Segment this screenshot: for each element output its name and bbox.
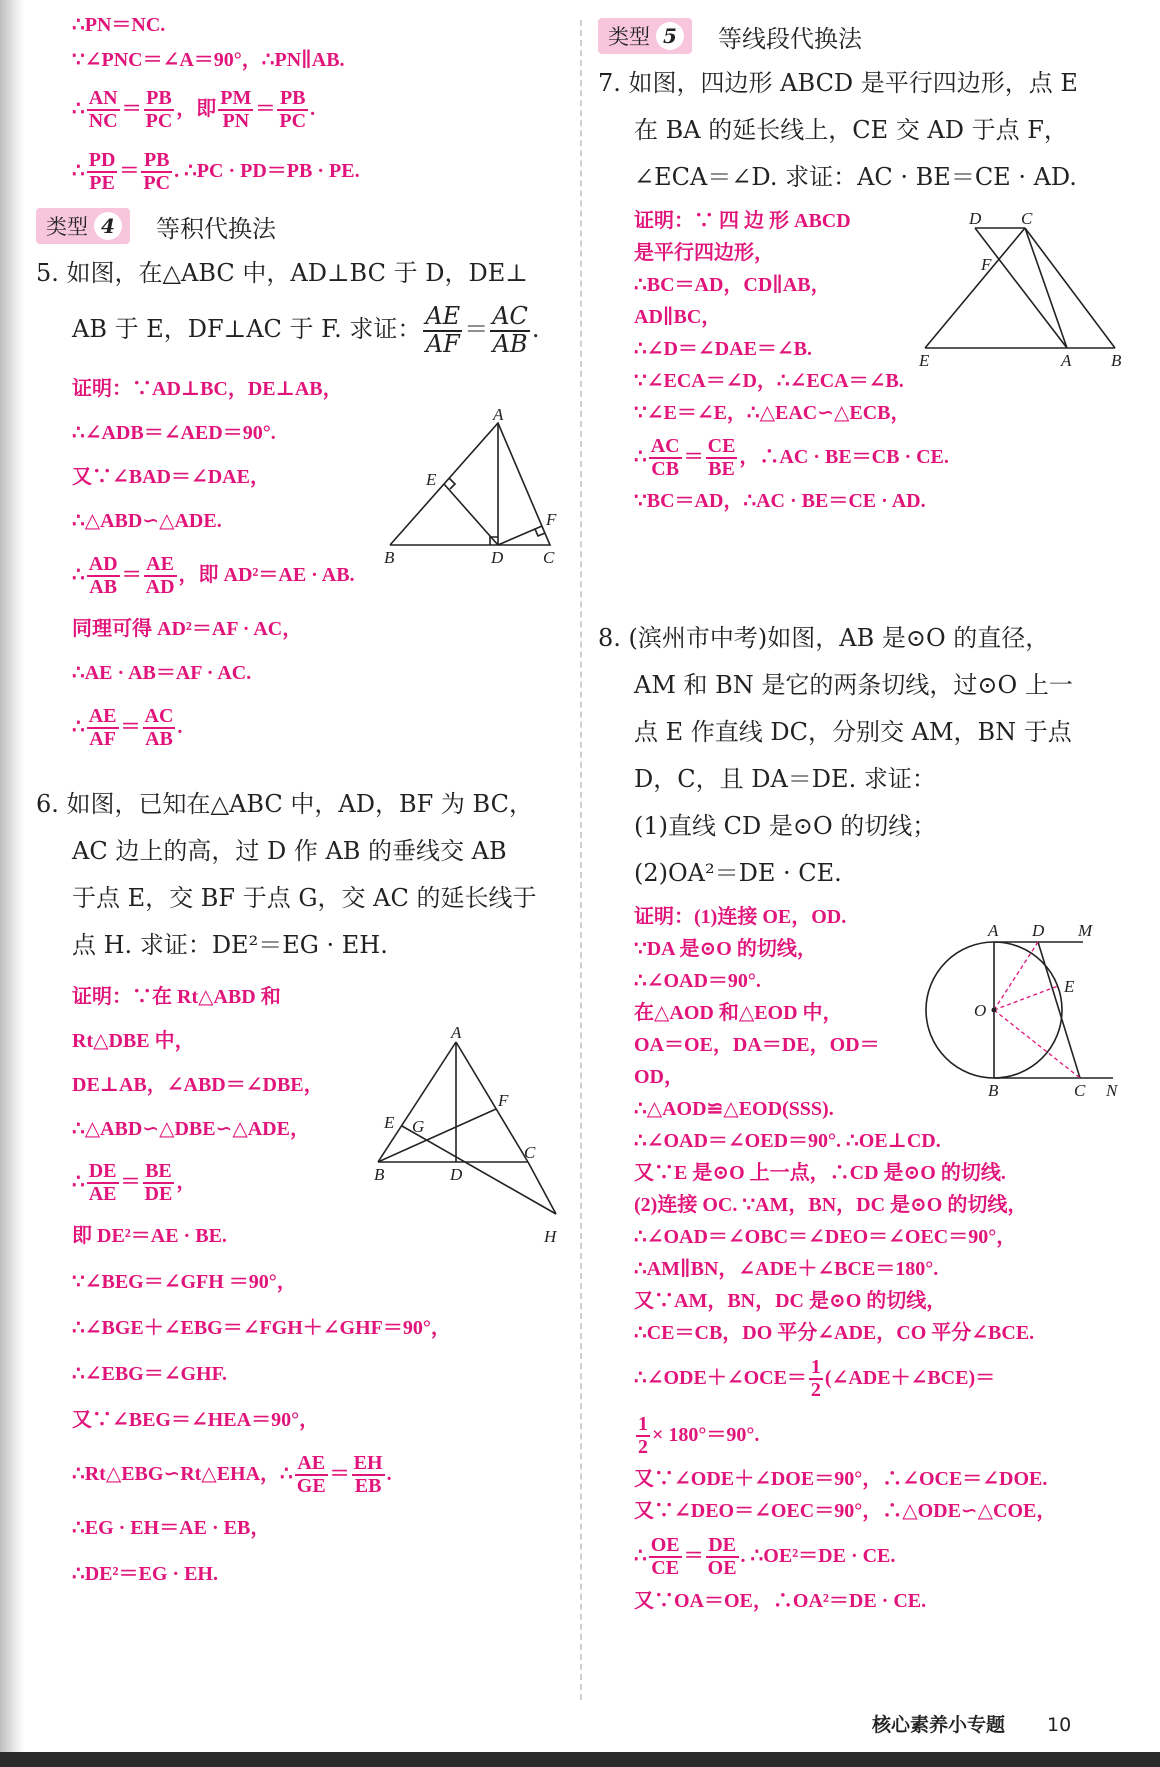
solution-line: 又∵OA＝OE，∴OA²＝DE · CE. [634,1590,927,1612]
label-d: D [450,1165,463,1184]
problem-line: AM 和 BN 是它的两条切线，过⊙O 上一 [634,671,1073,699]
solution-line: 是平行四边形， [634,242,774,264]
problem-line: 6. 如图，已知在△ABC 中，AD，BF 为 BC， [36,790,533,818]
solution-line: ∵∠PNC＝∠A＝90°，∴PN∥AB. [72,49,345,71]
problem-line: 8. (滨州市中考)如图，AB 是⊙O 的直径， [598,624,1050,652]
page-edge-shadow [0,0,24,1767]
label-b: B [384,548,395,565]
prev-solution-tail [36,8,566,202]
solution-line: 证明：∵AD⊥BC，DE⊥AB， [72,378,343,400]
right-angle-e [449,478,455,489]
solution-line: ∴BC＝AD，CD∥AB， [634,274,831,296]
problem-line: (2)OA²＝DE · CE. [634,859,842,887]
solution-line: ∴△ABD∽△DBE∽△ADE， [72,1118,310,1140]
dashed-od [994,942,1038,1010]
problem-line: 5. 如图，在△ABC 中，AD⊥BC 于 D，DE⊥ [36,259,528,287]
solution-line: ∴∠OAD＝90°. [634,970,761,992]
solution-line: DE⊥AB，∠ABD＝∠DBE， [72,1074,324,1096]
type-badge: 类型 5 [598,18,692,54]
solution-fraction-line: ∴ $\frac{DE}{AE}$ ＝ $\frac{BE}{DE}$ ， [72,1160,197,1206]
type-5-header [598,18,1138,54]
label-b: B [1111,351,1122,368]
solution-line: ∴AM∥BN，∠ADE＋∠BCE＝180°. [634,1258,939,1280]
label-n: N [1106,1081,1118,1100]
problem-line: D，C，且 DA＝DE. 求证： [634,765,936,793]
problem-line: AB 于 E，DF⊥AC 于 F. 求证： $\frac{AE}{AF}$ ＝ $\frac{AC}{AB}$ . [72,302,540,358]
label-e: E [919,351,930,368]
label-a: A [1061,351,1072,368]
left-column [36,8,566,1597]
solution-fraction-line: ∴ $\frac{AN}{NC}$ ＝ $\frac{PB}{PC}$ ，即 $\frac{PM}{PN}$ ＝ $\frac{PB}{PC}$ . [72,87,316,133]
label-d: D [1032,921,1045,940]
problem-5 [36,250,566,361]
label-m: M [1078,921,1093,940]
label-c: C [524,1143,536,1162]
solution-fraction-line: ∴ $\frac{PD}{PE}$ ＝ $\frac{PB}{PC}$ . ∴PC · PD＝PB · PE. [72,149,360,195]
problem-line: 7. 如图，四边形 ABCD 是平行四边形，点 E [598,69,1078,97]
label-c: C [1074,1081,1086,1100]
label-a: A [451,1023,462,1042]
triangle-abc [390,423,550,545]
solution-line: ∴PN＝NC. [72,14,166,36]
solution-line: ∴∠OAD＝∠OED＝90°. ∴OE⊥CD. [634,1130,941,1152]
problem-line: 点 H. 求证：DE²＝EG · EH. [72,931,388,959]
solution-line: ∴CE＝CB，DO 平分∠ADE，CO 平分∠BCE. [634,1322,1035,1344]
type-4-header [36,208,566,244]
solution-fraction-line: ∴ $\frac{AE}{AF}$ ＝ $\frac{AC}{AB}$ . [72,705,183,751]
type-badge: 类型 4 [36,208,130,244]
figure-7 [915,208,1130,368]
solution-fraction-line: $\frac{1}{2}$ × 180°＝90°. [638,1413,760,1459]
problem-line: 点 E 作直线 DC，分别交 AM，BN 于点 [634,718,1072,746]
label-d: D [491,548,504,565]
solution-line: 又∵∠BEG＝∠HEA＝90°， [72,1409,320,1431]
label-e: E [384,1113,395,1132]
solution-line: 又∵AM，BN，DC 是⊙O 的切线， [634,1290,947,1312]
solution-line: ∵∠E＝∠E，∴△EAC∽△ECB， [634,402,911,424]
solution-fraction-line: ∴ $\frac{AC}{CB}$ ＝ $\frac{CE}{BE}$ ，∴AC · BE＝CB · CE. [634,435,949,481]
label-g: G [412,1117,425,1136]
label-h: H [544,1227,557,1246]
solution-line: ∴EG · EH＝AE · EB， [72,1517,271,1539]
problem-8 [598,615,1138,897]
type-title: 等线段代换法 [718,24,862,53]
label-c: C [543,548,555,565]
label-c: C [1021,209,1033,228]
segment-cb [1025,228,1115,348]
problem-line: AC 边上的高，过 D 作 AB 的垂线交 AB [72,837,507,865]
page-number: 10 [1047,1714,1072,1736]
figure-6 [372,1020,572,1250]
solution-line: ∴∠D＝∠DAE＝∠B. [634,338,813,360]
solution-line: 证明：∵ 四 边 形 ABCD [634,210,851,232]
solution-line: Rt△DBE 中， [72,1030,195,1052]
solution-line: ∴∠ADB＝∠AED＝90°. [72,422,276,444]
solution-line: OA＝OE，DA＝DE，OD＝ [634,1034,880,1056]
solution-line: 又∵∠ODE＋∠DOE＝90°，∴∠OCE＝∠DOE. [634,1468,1048,1490]
solution-line: 同理可得 AD²＝AF · AC， [72,618,303,640]
label-b: B [374,1165,385,1184]
figure-5 [380,405,560,565]
column-divider [580,20,582,1700]
solution-line: ∵BC＝AD，∴AC · BE＝CE · AD. [634,490,926,512]
solution-line: ∵∠BEG＝∠GFH ＝90°， [72,1271,297,1293]
problem-line: 在 BA 的延长线上，CE 交 AD 于点 F， [634,116,1068,144]
solution-line: 在△AOD 和△EOD 中， [634,1002,843,1024]
label-e: E [1064,977,1075,996]
solution-fraction-line: ∴ $\frac{AD}{AB}$ ＝ $\frac{AE}{AD}$ ，即 AD²＝AE · AB. [72,553,355,599]
label-o: O [974,1001,987,1020]
segment-da [975,228,1067,348]
label-a: A [493,405,504,424]
problem-6 [36,781,566,969]
label-e: E [426,470,437,489]
label-b: B [988,1081,999,1100]
solution-line: ∵∠ECA＝∠D，∴∠ECA＝∠B. [634,370,904,392]
solution-line: ∴∠BGE＋∠EBG＝∠FGH＋∠GHF＝90°， [72,1317,451,1339]
problem-7 [598,60,1138,201]
type-title: 等积代换法 [156,214,276,243]
dashed-oe [994,986,1058,1010]
problem-line: ∠ECA＝∠D. 求证：AC · BE＝CE · AD. [634,163,1077,191]
problem-line: (1)直线 CD 是⊙O 的切线； [634,812,937,840]
footer-title: 核心素养小专题 [872,1714,1006,1736]
segment-ac [456,1042,528,1162]
solution-line: ∴∠EBG＝∠GHF. [72,1363,227,1385]
label-f: F [498,1091,509,1110]
solution-line: OD， [634,1066,684,1088]
problem-line: 于点 E，交 BF 于点 G，交 AC 的延长线于 [72,884,537,912]
solution-fraction-line: ∴Rt△EBG∽Rt△EHA，∴ $\frac{AE}{GE}$ ＝ $\frac{EH}{EB}$ . [72,1452,392,1498]
tangent-dc [1038,942,1080,1078]
solution-line: ∴∠OAD＝∠OBC＝∠DEO＝∠OEC＝90°， [634,1226,1017,1248]
label-a: A [988,921,999,940]
segment-ca [1025,228,1067,348]
segment-de [444,484,498,545]
center-point-o [992,1008,997,1013]
solution-line: 又∵E 是⊙O 上一点，∴CD 是⊙O 的切线. [634,1162,1006,1184]
solution-line: (2)连接 OC. ∵AM，BN，DC 是⊙O 的切线， [634,1194,1028,1216]
dashed-oc [994,1010,1080,1078]
solution-line: 证明：(1)连接 OE，OD. [634,906,847,928]
solution-line: ∴AE · AB＝AF · AC. [72,662,252,684]
solution-line: 又∵∠DEO＝∠OEC＝90°，∴△ODE∽△COE， [634,1500,1057,1522]
solution-line: 证明：∵在 Rt△ABD 和 [72,986,281,1008]
solution-line: AD∥BC， [634,306,722,328]
solution-line: ∵DA 是⊙O 的切线， [634,938,817,960]
label-d: D [969,209,982,228]
solution-fraction-line: ∴∠ODE＋∠OCE＝ $\frac{1}{2}$ (∠ADE＋∠BCE)＝ [634,1356,996,1402]
solution-line: ∴△AOD≌△EOD(SSS). [634,1098,834,1120]
label-f: F [546,510,557,529]
bottom-bar [0,1752,1160,1767]
page-footer [872,1710,1071,1737]
solution-line: 即 DE²＝AE · BE. [72,1225,227,1247]
solution-line: ∴△ABD∽△ADE. [72,510,222,532]
label-f: F [981,255,992,274]
figure-8 [918,918,1128,1103]
solution-fraction-line: ∴ $\frac{OE}{CE}$ ＝ $\frac{DE}{OE}$ . ∴OE²＝DE · CE. [634,1534,896,1580]
solution-line: 又∵∠BAD＝∠DAE， [72,466,270,488]
segment-ce [925,228,1025,348]
solution-line: ∴DE²＝EG · EH. [72,1563,218,1585]
